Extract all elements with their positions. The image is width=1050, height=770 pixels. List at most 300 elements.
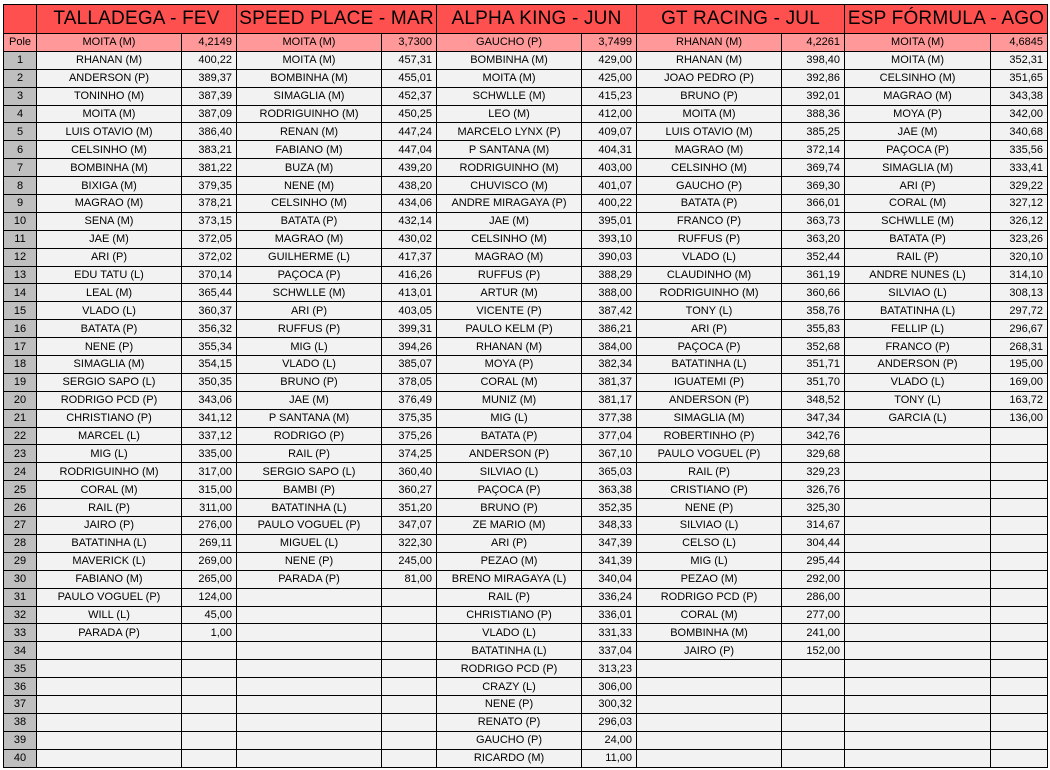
- driver-name: [845, 552, 991, 570]
- driver-name: NENE (P): [37, 338, 182, 356]
- driver-score: [991, 552, 1048, 570]
- driver-name: BATATINHA (L): [237, 499, 382, 517]
- driver-name: [845, 517, 991, 535]
- driver-name: ANDERSON (P): [637, 391, 782, 409]
- driver-name: JAE (M): [37, 230, 182, 248]
- driver-score: 329,68: [782, 445, 845, 463]
- table-row: [4, 713, 1048, 731]
- driver-score: 342,76: [782, 427, 845, 445]
- driver-score: 311,00: [182, 499, 237, 517]
- driver-score: 306,00: [582, 678, 637, 696]
- driver-name: RODRIGUINHO (M): [437, 159, 582, 177]
- driver-name: FRANCO (P): [637, 212, 782, 230]
- driver-score: 124,00: [182, 588, 237, 606]
- position-number: 11: [4, 230, 37, 248]
- driver-score: 363,20: [782, 230, 845, 248]
- driver-score: 169,00: [991, 373, 1048, 391]
- driver-name: BRUNO (P): [237, 373, 382, 391]
- driver-score: 11,00: [582, 749, 637, 767]
- table-row: [4, 409, 1048, 427]
- driver-name: NENE (P): [437, 695, 582, 713]
- driver-score: 369,30: [782, 177, 845, 195]
- driver-score: 388,00: [582, 284, 637, 302]
- driver-name: EDU TATU (L): [37, 266, 182, 284]
- driver-score: 366,01: [782, 195, 845, 213]
- driver-name: CELSINHO (M): [37, 141, 182, 159]
- driver-score: [182, 695, 237, 713]
- driver-name: BRUNO (P): [437, 499, 582, 517]
- driver-score: 335,00: [182, 445, 237, 463]
- driver-name: CORAL (M): [437, 373, 582, 391]
- driver-name: [845, 463, 991, 481]
- driver-name: [637, 695, 782, 713]
- driver-score: 452,37: [382, 87, 437, 105]
- driver-score: 378,21: [182, 195, 237, 213]
- table-row: [4, 517, 1048, 535]
- driver-name: CELSINHO (M): [437, 230, 582, 248]
- driver-name: ARI (P): [37, 248, 182, 266]
- driver-name: JAE (M): [845, 123, 991, 141]
- driver-name: CRISTIANO (P): [637, 481, 782, 499]
- position-number: 18: [4, 356, 37, 374]
- driver-name: [237, 624, 382, 642]
- driver-score: 327,12: [991, 195, 1048, 213]
- driver-score: [382, 695, 437, 713]
- driver-score: 360,27: [382, 481, 437, 499]
- driver-score: [382, 731, 437, 749]
- position-number: 2: [4, 69, 37, 87]
- driver-score: 434,06: [382, 195, 437, 213]
- driver-name: BRENO MIRAGAYA (L): [437, 570, 582, 588]
- driver-name: [237, 606, 382, 624]
- driver-name: ARI (P): [845, 177, 991, 195]
- event-title: ALPHA KING - JUN: [437, 5, 637, 34]
- driver-name: GAUCHO (P): [437, 731, 582, 749]
- driver-name: TONY (L): [637, 302, 782, 320]
- driver-score: 265,00: [182, 570, 237, 588]
- driver-name: ANDRE NUNES (L): [845, 266, 991, 284]
- driver-score: 387,39: [182, 87, 237, 105]
- driver-score: [182, 731, 237, 749]
- driver-name: RUFFUS (P): [237, 320, 382, 338]
- driver-name: BOMBINHA (M): [237, 69, 382, 87]
- driver-name: MAGRAO (M): [845, 87, 991, 105]
- driver-score: 245,00: [382, 552, 437, 570]
- driver-name: [845, 749, 991, 767]
- driver-score: 363,73: [782, 212, 845, 230]
- driver-score: 457,31: [382, 51, 437, 69]
- driver-score: 352,31: [991, 51, 1048, 69]
- table-row: [4, 624, 1048, 642]
- driver-name: ARTUR (M): [437, 284, 582, 302]
- driver-name: MOITA (M): [845, 51, 991, 69]
- driver-name: RUFFUS (P): [637, 230, 782, 248]
- driver-score: 347,07: [382, 517, 437, 535]
- driver-score: 392,01: [782, 87, 845, 105]
- driver-name: RAIL (P): [37, 499, 182, 517]
- driver-name: SIMAGLIA (M): [237, 87, 382, 105]
- driver-name: FABIANO (M): [237, 141, 382, 159]
- driver-name: CELSINHO (M): [237, 195, 382, 213]
- driver-name: JAIRO (P): [37, 517, 182, 535]
- table-row: [4, 195, 1048, 213]
- driver-name: [845, 534, 991, 552]
- driver-name: [37, 731, 182, 749]
- position-number: 34: [4, 642, 37, 660]
- driver-name: BOMBINHA (M): [437, 51, 582, 69]
- driver-name: [845, 445, 991, 463]
- driver-score: 347,34: [782, 409, 845, 427]
- driver-name: RODRIGO PCD (P): [437, 660, 582, 678]
- driver-name: WILL (L): [37, 606, 182, 624]
- driver-name: [845, 570, 991, 588]
- driver-score: 269,11: [182, 534, 237, 552]
- driver-score: 351,71: [782, 356, 845, 374]
- driver-name: BRUNO (P): [637, 87, 782, 105]
- driver-name: MOITA (M): [37, 105, 182, 123]
- position-number: 24: [4, 463, 37, 481]
- driver-name: ARI (P): [637, 320, 782, 338]
- driver-name: BATATINHA (L): [437, 642, 582, 660]
- driver-name: ROBERTINHO (P): [637, 427, 782, 445]
- driver-score: [991, 499, 1048, 517]
- position-number: 4: [4, 105, 37, 123]
- driver-name: RODRIGUINHO (M): [37, 463, 182, 481]
- driver-name: RAIL (P): [437, 588, 582, 606]
- driver-name: RHANAN (M): [637, 51, 782, 69]
- driver-score: 417,37: [382, 248, 437, 266]
- table-row: [4, 499, 1048, 517]
- position-number: 32: [4, 606, 37, 624]
- position-number: 22: [4, 427, 37, 445]
- driver-name: CELSO (L): [637, 534, 782, 552]
- driver-name: SENA (M): [37, 212, 182, 230]
- position-number: 36: [4, 678, 37, 696]
- position-number: 14: [4, 284, 37, 302]
- table-row: [4, 212, 1048, 230]
- driver-score: 81,00: [382, 570, 437, 588]
- driver-score: [782, 660, 845, 678]
- table-row: [4, 660, 1048, 678]
- driver-name: BAMBI (P): [237, 481, 382, 499]
- driver-score: [182, 678, 237, 696]
- driver-score: 365,44: [182, 284, 237, 302]
- driver-name: RENATO (P): [437, 713, 582, 731]
- driver-name: RODRIGO PCD (P): [637, 588, 782, 606]
- driver-name: CELSINHO (M): [845, 69, 991, 87]
- driver-score: 416,26: [382, 266, 437, 284]
- table-row: [4, 463, 1048, 481]
- driver-score: 241,00: [782, 624, 845, 642]
- driver-score: 400,22: [182, 51, 237, 69]
- driver-score: 315,00: [182, 481, 237, 499]
- driver-name: [845, 499, 991, 517]
- driver-name: [845, 678, 991, 696]
- table-row: [4, 159, 1048, 177]
- driver-name: BATATINHA (L): [37, 534, 182, 552]
- driver-name: PARADA (P): [237, 570, 382, 588]
- driver-name: [237, 588, 382, 606]
- pole-time: 4,2149: [182, 34, 237, 52]
- driver-name: SCHWLLE (M): [437, 87, 582, 105]
- driver-score: 340,04: [582, 570, 637, 588]
- table-row: [4, 338, 1048, 356]
- table-row: [4, 678, 1048, 696]
- driver-score: [382, 749, 437, 767]
- driver-name: RHANAN (M): [437, 338, 582, 356]
- position-number: 40: [4, 749, 37, 767]
- driver-name: RODRIGO PCD (P): [37, 391, 182, 409]
- driver-score: 385,07: [382, 356, 437, 374]
- driver-score: [782, 731, 845, 749]
- driver-score: [782, 678, 845, 696]
- driver-score: [991, 588, 1048, 606]
- driver-name: ANDRE MIRAGAYA (P): [437, 195, 582, 213]
- driver-score: 409,07: [582, 123, 637, 141]
- driver-score: 367,10: [582, 445, 637, 463]
- driver-score: 455,01: [382, 69, 437, 87]
- driver-score: 399,31: [382, 320, 437, 338]
- driver-name: CHRISTIANO (P): [37, 409, 182, 427]
- driver-name: MIG (L): [437, 409, 582, 427]
- driver-score: 343,38: [991, 87, 1048, 105]
- driver-score: 152,00: [782, 642, 845, 660]
- driver-name: MOYA (P): [437, 356, 582, 374]
- driver-score: [382, 642, 437, 660]
- driver-score: 341,12: [182, 409, 237, 427]
- driver-score: [782, 695, 845, 713]
- driver-name: SIMAGLIA (M): [37, 356, 182, 374]
- driver-name: [237, 678, 382, 696]
- driver-score: 325,30: [782, 499, 845, 517]
- driver-score: 388,29: [582, 266, 637, 284]
- driver-score: 450,25: [382, 105, 437, 123]
- table-row: [4, 534, 1048, 552]
- driver-score: 386,21: [582, 320, 637, 338]
- driver-score: 372,05: [182, 230, 237, 248]
- driver-name: [637, 713, 782, 731]
- driver-name: CRAZY (L): [437, 678, 582, 696]
- driver-name: VLADO (L): [237, 356, 382, 374]
- driver-score: 277,00: [782, 606, 845, 624]
- driver-name: ANDERSON (P): [845, 356, 991, 374]
- driver-score: 383,21: [182, 141, 237, 159]
- driver-score: 286,00: [782, 588, 845, 606]
- driver-name: MAGRAO (M): [637, 141, 782, 159]
- table-row: [4, 570, 1048, 588]
- driver-score: 276,00: [182, 517, 237, 535]
- driver-name: CORAL (M): [637, 606, 782, 624]
- pole-time: 3,7300: [382, 34, 437, 52]
- driver-score: 352,44: [782, 248, 845, 266]
- table-row: [4, 320, 1048, 338]
- driver-score: 335,56: [991, 141, 1048, 159]
- position-number: 20: [4, 391, 37, 409]
- driver-score: 361,19: [782, 266, 845, 284]
- table-row: [4, 356, 1048, 374]
- driver-score: 323,26: [991, 230, 1048, 248]
- table-row: [4, 606, 1048, 624]
- driver-score: [991, 695, 1048, 713]
- table-row: [4, 69, 1048, 87]
- driver-score: [382, 713, 437, 731]
- driver-score: 296,03: [582, 713, 637, 731]
- driver-score: 163,72: [991, 391, 1048, 409]
- driver-name: NENE (P): [237, 552, 382, 570]
- position-number: 10: [4, 212, 37, 230]
- driver-score: 331,33: [582, 624, 637, 642]
- driver-name: SCHWLLE (M): [237, 284, 382, 302]
- pole-time: 4,2261: [782, 34, 845, 52]
- position-number: 7: [4, 159, 37, 177]
- driver-score: 386,40: [182, 123, 237, 141]
- driver-name: MARCEL (L): [37, 427, 182, 445]
- driver-name: JOAO PEDRO (P): [637, 69, 782, 87]
- driver-name: RODRIGO (P): [237, 427, 382, 445]
- driver-name: MIG (L): [237, 338, 382, 356]
- driver-name: FABIANO (M): [37, 570, 182, 588]
- driver-name: CORAL (M): [845, 195, 991, 213]
- table-row: [4, 141, 1048, 159]
- position-number: 3: [4, 87, 37, 105]
- driver-name: BUZA (M): [237, 159, 382, 177]
- driver-name: PAULO KELM (P): [437, 320, 582, 338]
- driver-score: 329,23: [782, 463, 845, 481]
- table-row: [4, 123, 1048, 141]
- driver-name: P SANTANA (M): [237, 409, 382, 427]
- position-number: 30: [4, 570, 37, 588]
- driver-score: 329,22: [991, 177, 1048, 195]
- driver-name: NENE (P): [637, 499, 782, 517]
- pole-driver: RHANAN (M): [637, 34, 782, 52]
- driver-score: [382, 678, 437, 696]
- driver-name: MOITA (M): [437, 69, 582, 87]
- driver-name: LEO (M): [437, 105, 582, 123]
- driver-name: RODRIGUINHO (M): [237, 105, 382, 123]
- position-number: 29: [4, 552, 37, 570]
- driver-name: MAGRAO (M): [237, 230, 382, 248]
- pole-time: 3,7499: [582, 34, 637, 52]
- driver-name: [37, 713, 182, 731]
- event-title: SPEED PLACE - MAR: [237, 5, 437, 34]
- driver-name: RENAN (M): [237, 123, 382, 141]
- driver-name: RAIL (P): [637, 463, 782, 481]
- driver-name: RODRIGUINHO (M): [637, 284, 782, 302]
- driver-name: [637, 660, 782, 678]
- driver-name: GUILHERME (L): [237, 248, 382, 266]
- driver-name: PAÇOCA (P): [237, 266, 382, 284]
- position-number: 12: [4, 248, 37, 266]
- driver-score: 377,38: [582, 409, 637, 427]
- position-number: 39: [4, 731, 37, 749]
- driver-score: 387,09: [182, 105, 237, 123]
- driver-name: VLADO (L): [637, 248, 782, 266]
- driver-score: 373,15: [182, 212, 237, 230]
- driver-score: 360,40: [382, 463, 437, 481]
- driver-score: 292,00: [782, 570, 845, 588]
- driver-name: BATATA (P): [845, 230, 991, 248]
- driver-score: 360,66: [782, 284, 845, 302]
- driver-name: TONY (L): [845, 391, 991, 409]
- position-number: 35: [4, 660, 37, 678]
- driver-score: 395,01: [582, 212, 637, 230]
- driver-name: [237, 695, 382, 713]
- driver-name: ARI (P): [237, 302, 382, 320]
- driver-name: PEZAO (M): [637, 570, 782, 588]
- position-number: 28: [4, 534, 37, 552]
- driver-score: 314,67: [782, 517, 845, 535]
- driver-score: 1,00: [182, 624, 237, 642]
- driver-name: [37, 642, 182, 660]
- driver-name: PARADA (P): [37, 624, 182, 642]
- position-number: 13: [4, 266, 37, 284]
- driver-name: CHRISTIANO (P): [437, 606, 582, 624]
- driver-score: 333,41: [991, 159, 1048, 177]
- driver-score: 336,24: [582, 588, 637, 606]
- driver-score: 425,00: [582, 69, 637, 87]
- driver-score: 351,65: [991, 69, 1048, 87]
- driver-name: MUNIZ (M): [437, 391, 582, 409]
- driver-name: RUFFUS (P): [437, 266, 582, 284]
- driver-name: [237, 749, 382, 767]
- driver-score: 363,38: [582, 481, 637, 499]
- position-number: 27: [4, 517, 37, 535]
- table-row: [4, 642, 1048, 660]
- driver-name: MIG (L): [37, 445, 182, 463]
- position-number: 23: [4, 445, 37, 463]
- driver-score: 393,10: [582, 230, 637, 248]
- driver-score: 387,42: [582, 302, 637, 320]
- driver-score: [991, 731, 1048, 749]
- driver-name: [237, 642, 382, 660]
- driver-name: BOMBINHA (M): [637, 624, 782, 642]
- driver-score: 382,34: [582, 356, 637, 374]
- table-row: [4, 248, 1048, 266]
- driver-score: 342,00: [991, 105, 1048, 123]
- driver-name: PAULO VOGUEL (P): [237, 517, 382, 535]
- position-number: 33: [4, 624, 37, 642]
- driver-name: [237, 660, 382, 678]
- pole-driver: MOITA (M): [845, 34, 991, 52]
- event-title: GT RACING - JUL: [637, 5, 845, 34]
- driver-name: GARCIA (L): [845, 409, 991, 427]
- driver-score: 360,37: [182, 302, 237, 320]
- event-title: ESP FÓRMULA - AGO: [845, 5, 1048, 34]
- driver-score: [382, 624, 437, 642]
- driver-name: RHANAN (M): [37, 51, 182, 69]
- driver-score: 376,49: [382, 391, 437, 409]
- position-number: 37: [4, 695, 37, 713]
- driver-name: SILVIAO (L): [437, 463, 582, 481]
- driver-score: 24,00: [582, 731, 637, 749]
- position-number: 1: [4, 51, 37, 69]
- driver-name: BATATINHA (L): [845, 302, 991, 320]
- driver-score: 343,06: [182, 391, 237, 409]
- driver-name: [37, 678, 182, 696]
- driver-name: BATATA (P): [437, 427, 582, 445]
- driver-score: 365,03: [582, 463, 637, 481]
- driver-score: [991, 606, 1048, 624]
- driver-name: FELLIP (L): [845, 320, 991, 338]
- corner-cell: [4, 5, 37, 34]
- position-number: 17: [4, 338, 37, 356]
- table-row: [4, 87, 1048, 105]
- driver-score: 447,24: [382, 123, 437, 141]
- driver-name: MIGUEL (L): [237, 534, 382, 552]
- driver-name: PAULO VOGUEL (P): [637, 445, 782, 463]
- driver-score: 375,35: [382, 409, 437, 427]
- table-row: [4, 302, 1048, 320]
